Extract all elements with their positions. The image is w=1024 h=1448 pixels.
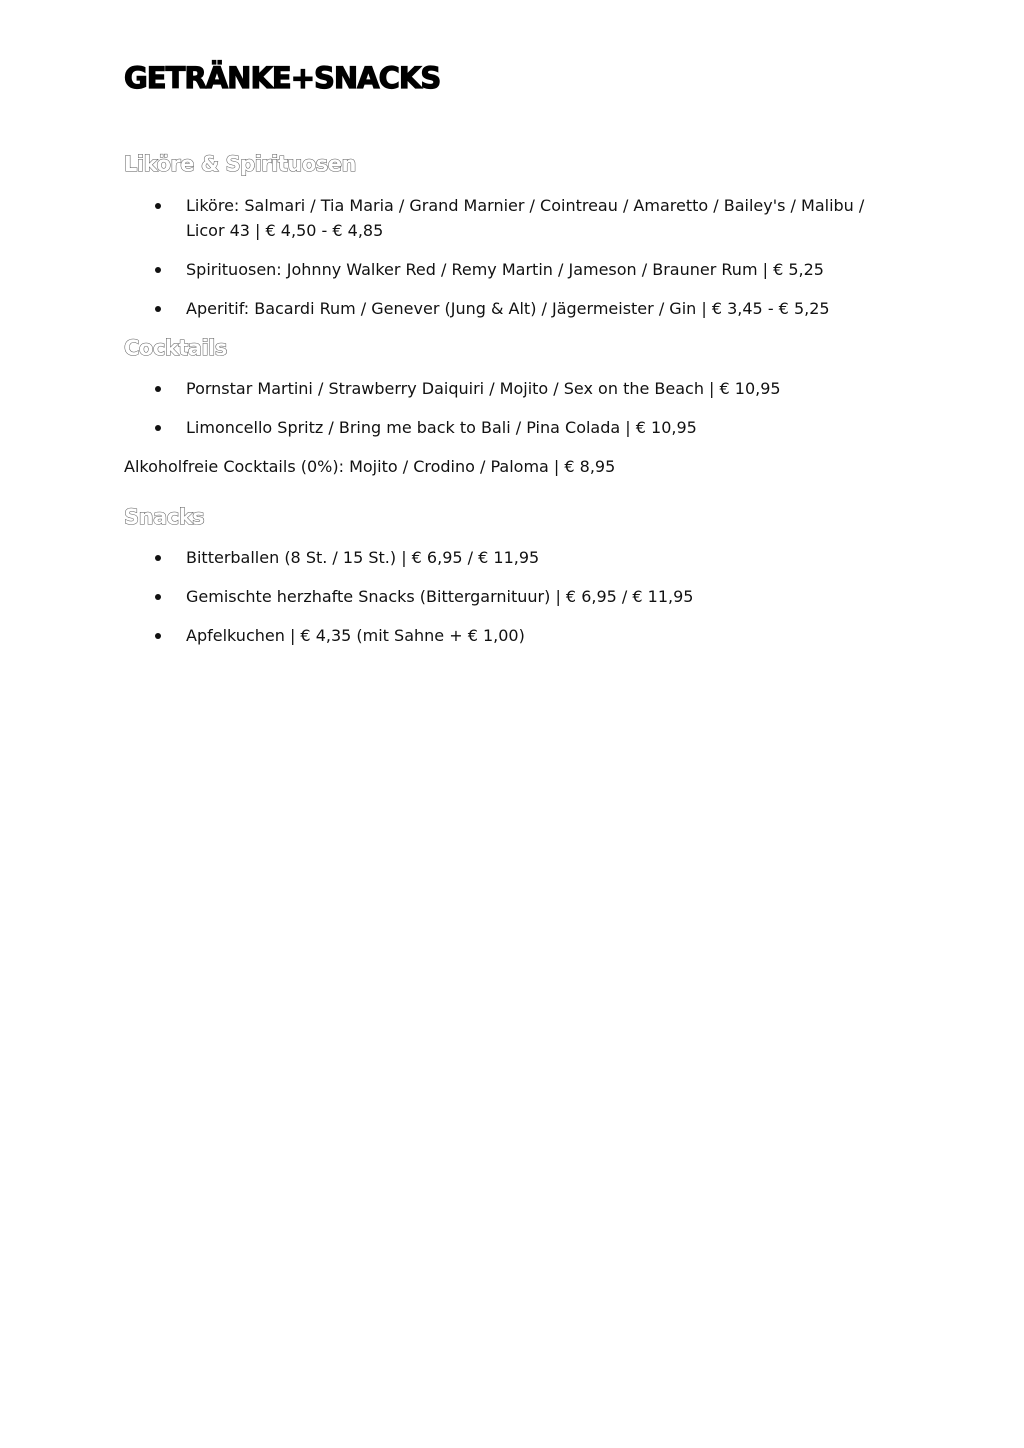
- cocktails-list: [0, 376, 1024, 440]
- bullet-icon: [155, 203, 161, 209]
- bullet-icon: [155, 306, 161, 312]
- list-item-text: Gemischte herzhafte Snacks (Bittergarnituur) | € 6,95 / € 11,95: [186, 587, 694, 606]
- list-item: [0, 584, 1024, 609]
- bullet-icon: [155, 425, 161, 431]
- list-item: [0, 623, 1024, 648]
- list-item-text: Aperitif: Bacardi Rum / Genever (Jung & Alt) / Jägermeister / Gin | € 3,45 - € 5,25: [186, 299, 830, 318]
- list-item-text: Bitterballen (8 St. / 15 St.) | € 6,95 / € 11,95: [186, 548, 540, 567]
- spirits-list: [0, 193, 1024, 321]
- section-heading-spirits: Liköre & Spirituosen: [124, 152, 356, 176]
- bullet-icon: [155, 267, 161, 273]
- snacks-list: [0, 545, 1024, 648]
- alcohol-free-cocktails-note: Alkoholfreie Cocktails (0%): Mojito / Crodino / Paloma | € 8,95: [124, 457, 616, 476]
- list-item: [0, 257, 1024, 282]
- list-item-text: Apfelkuchen | € 4,35 (mit Sahne + € 1,00): [186, 626, 525, 645]
- list-item: [0, 296, 1024, 321]
- list-item-text: Limoncello Spritz / Bring me back to Bali / Pina Colada | € 10,95: [186, 418, 697, 437]
- list-item: [0, 376, 1024, 401]
- bullet-icon: [155, 594, 161, 600]
- list-item-text: Spirituosen: Johnny Walker Red / Remy Martin / Jameson / Brauner Rum | € 5,25: [186, 260, 824, 279]
- list-item-text: Liköre: Salmari / Tia Maria / Grand Marnier / Cointreau / Amaretto / Bailey's / Malibu / Licor 43 | € 4,50 - € 4,85: [186, 196, 865, 240]
- list-item: [0, 193, 1024, 243]
- page-title: GETRÄNKE+SNACKS: [124, 61, 441, 95]
- list-item: [0, 415, 1024, 440]
- section-heading-snacks: Snacks: [124, 505, 205, 529]
- bullet-icon: [155, 633, 161, 639]
- list-item-text: Pornstar Martini / Strawberry Daiquiri / Mojito / Sex on the Beach | € 10,95: [186, 379, 781, 398]
- section-heading-cocktails: Cocktails: [124, 336, 227, 360]
- bullet-icon: [155, 555, 161, 561]
- list-item: [0, 545, 1024, 570]
- bullet-icon: [155, 386, 161, 392]
